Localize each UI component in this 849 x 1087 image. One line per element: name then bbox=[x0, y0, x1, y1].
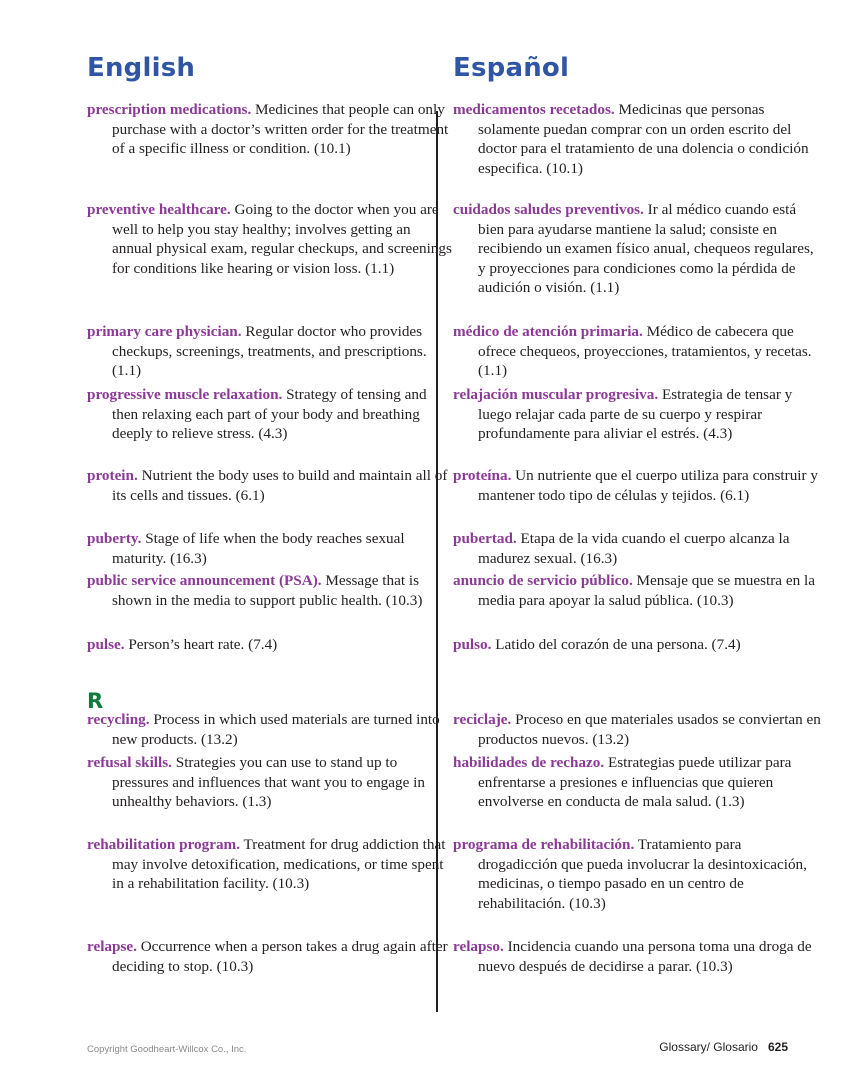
glossary-entry bbox=[87, 635, 452, 655]
entry-definition: Medicinas que personas solamente puedan comprar con un orden escrito del doctor para el tratamiento de una dolencia o condición especifica. (10.1) bbox=[478, 101, 809, 177]
entry-definition: Treatment for drug addiction that may involve detoxification, medications, or time spent in a rehabilitation facility. (10.3) bbox=[112, 836, 446, 892]
glossary-entry bbox=[87, 835, 452, 894]
glossary-entry bbox=[87, 200, 452, 278]
entry-term: progressive muscle relaxation. bbox=[87, 386, 283, 403]
entry-term: preventive healthcare. bbox=[87, 201, 231, 218]
glossary-entry bbox=[453, 322, 823, 381]
entry-definition: Message that is shown in the media to support public health. (10.3) bbox=[112, 572, 423, 609]
entry-definition: Person’s heart rate. (7.4) bbox=[124, 636, 278, 653]
glossary-entry bbox=[87, 571, 452, 610]
glossary-entry bbox=[453, 635, 823, 655]
glossary-entry bbox=[453, 937, 823, 976]
entry-term: relapse. bbox=[87, 938, 137, 955]
glossary-entry bbox=[87, 753, 452, 812]
glossary-entry bbox=[453, 385, 823, 444]
glossary-entry bbox=[87, 100, 452, 159]
entry-term: puberty. bbox=[87, 530, 142, 547]
glossary-entry bbox=[453, 466, 823, 505]
glossary-entry bbox=[87, 466, 452, 505]
glossary-entry bbox=[453, 200, 823, 298]
entry-definition: Proceso en que materiales usados se conviertan en productos nuevos. (13.2) bbox=[478, 711, 821, 748]
entry-term: primary care physician. bbox=[87, 323, 242, 340]
page-number: 625 bbox=[767, 1040, 788, 1054]
glossary-entry bbox=[87, 710, 452, 749]
glossary-entry bbox=[87, 385, 452, 444]
entry-definition: Strategy of tensing and then relaxing each part of your body and breathing deeply to relieve stress. (4.3) bbox=[112, 386, 427, 442]
entry-term: programa de rehabilitación. bbox=[453, 836, 635, 853]
entry-definition: Nutrient the body uses to build and maintain all of its cells and tissues. (6.1) bbox=[112, 467, 448, 504]
english-column-title: English bbox=[87, 53, 196, 83]
entry-term: habilidades de rechazo. bbox=[453, 754, 605, 771]
glossary-entry bbox=[453, 710, 823, 749]
entry-definition: Estrategias puede utilizar para enfrentarse a presiones e influencias que quieren envolverse en conducta de mala salud. (1.3) bbox=[478, 754, 792, 810]
entry-definition: Stage of life when the body reaches sexual maturity. (16.3) bbox=[112, 530, 405, 567]
entry-definition: Latido del corazón de una persona. (7.4) bbox=[491, 636, 741, 653]
entry-term: cuidados saludes preventivos. bbox=[453, 201, 644, 218]
entry-term: pubertad. bbox=[453, 530, 517, 547]
glossary-entry bbox=[453, 835, 823, 913]
glossary-entry bbox=[453, 529, 823, 568]
glossary-entry bbox=[87, 322, 452, 381]
copyright-notice: Copyright Goodheart-Willcox Co., Inc. bbox=[87, 1044, 247, 1055]
entry-definition: Medicines that people can only purchase with a doctor’s written order for the treatment of a specific illness or condition. (10.1) bbox=[112, 101, 449, 157]
letter-heading: R bbox=[87, 689, 104, 713]
entry-definition: Occurrence when a person takes a drug again after deciding to stop. (10.3) bbox=[112, 938, 448, 975]
entry-definition: Un nutriente que el cuerpo utiliza para construir y mantener todo tipo de células y tejidos. (6.1) bbox=[478, 467, 818, 504]
spanish-column-title: Español bbox=[453, 53, 570, 83]
entry-term: médico de atención primaria. bbox=[453, 323, 643, 340]
entry-term: proteína. bbox=[453, 467, 512, 484]
entry-term: rehabilitation program. bbox=[87, 836, 241, 853]
entry-definition: Tratamiento para drogadicción que pueda involucrar la desintoxicación, medicinas, o tiempo pasado en un centro de rehabilitación. (10.3) bbox=[478, 836, 807, 912]
section-label: Glossary/ Glosario bbox=[659, 1040, 758, 1054]
entry-term: relapso. bbox=[453, 938, 504, 955]
entry-definition: Process in which used materials are turned into new products. (13.2) bbox=[112, 711, 440, 748]
entry-definition: Médico de cabecera que ofrece chequeos, proyecciones, tratamientos, y recetas. (1.1) bbox=[478, 323, 812, 379]
entry-definition: Ir al médico cuando está bien para ayudarse mantiene la salud; consiste en recibiendo un examen físico anual, chequeos regulares, y proyecciones para condiciones como la pérdida de audición o visión. (1.1) bbox=[478, 201, 814, 296]
glossary-entry bbox=[87, 529, 452, 568]
entry-definition: Incidencia cuando una persona toma una droga de nuevo después de decidirse a parar. (10.3) bbox=[478, 938, 812, 975]
entry-term: pulso. bbox=[453, 636, 492, 653]
entry-definition: Strategies you can use to stand up to pressures and influences that want you to engage in unhealthy behaviors. (1.3) bbox=[112, 754, 425, 810]
glossary-entry bbox=[453, 571, 823, 610]
entry-term: pulse. bbox=[87, 636, 125, 653]
page-footer bbox=[659, 1040, 788, 1054]
entry-definition: Regular doctor who provides checkups, screenings, treatments, and prescriptions. (1.1) bbox=[112, 323, 427, 379]
entry-term: refusal skills. bbox=[87, 754, 172, 771]
entry-definition: Mensaje que se muestra en la media para apoyar la salud pública. (10.3) bbox=[478, 572, 815, 609]
entry-term: prescription medications. bbox=[87, 101, 252, 118]
entry-term: relajación muscular progresiva. bbox=[453, 386, 659, 403]
glossary-entry bbox=[87, 937, 452, 976]
entry-definition: Estrategia de tensar y luego relajar cada parte de su cuerpo y respirar profundamente para aliviar el estrés. (4.3) bbox=[478, 386, 793, 442]
entry-term: public service announcement (PSA). bbox=[87, 572, 322, 589]
entry-term: medicamentos recetados. bbox=[453, 101, 615, 118]
entry-term: recycling. bbox=[87, 711, 150, 728]
entry-term: anuncio de servicio público. bbox=[453, 572, 633, 589]
entry-term: reciclaje. bbox=[453, 711, 512, 728]
glossary-entry bbox=[453, 100, 823, 178]
entry-definition: Etapa de la vida cuando el cuerpo alcanza la madurez sexual. (16.3) bbox=[478, 530, 790, 567]
glossary-entry bbox=[453, 753, 823, 812]
entry-term: protein. bbox=[87, 467, 138, 484]
entry-definition: Going to the doctor when you are well to help you stay healthy; involves getting an annual physical exam, regular checkups, and screenings for conditions like hearing or vision loss. (1.1) bbox=[112, 201, 452, 277]
